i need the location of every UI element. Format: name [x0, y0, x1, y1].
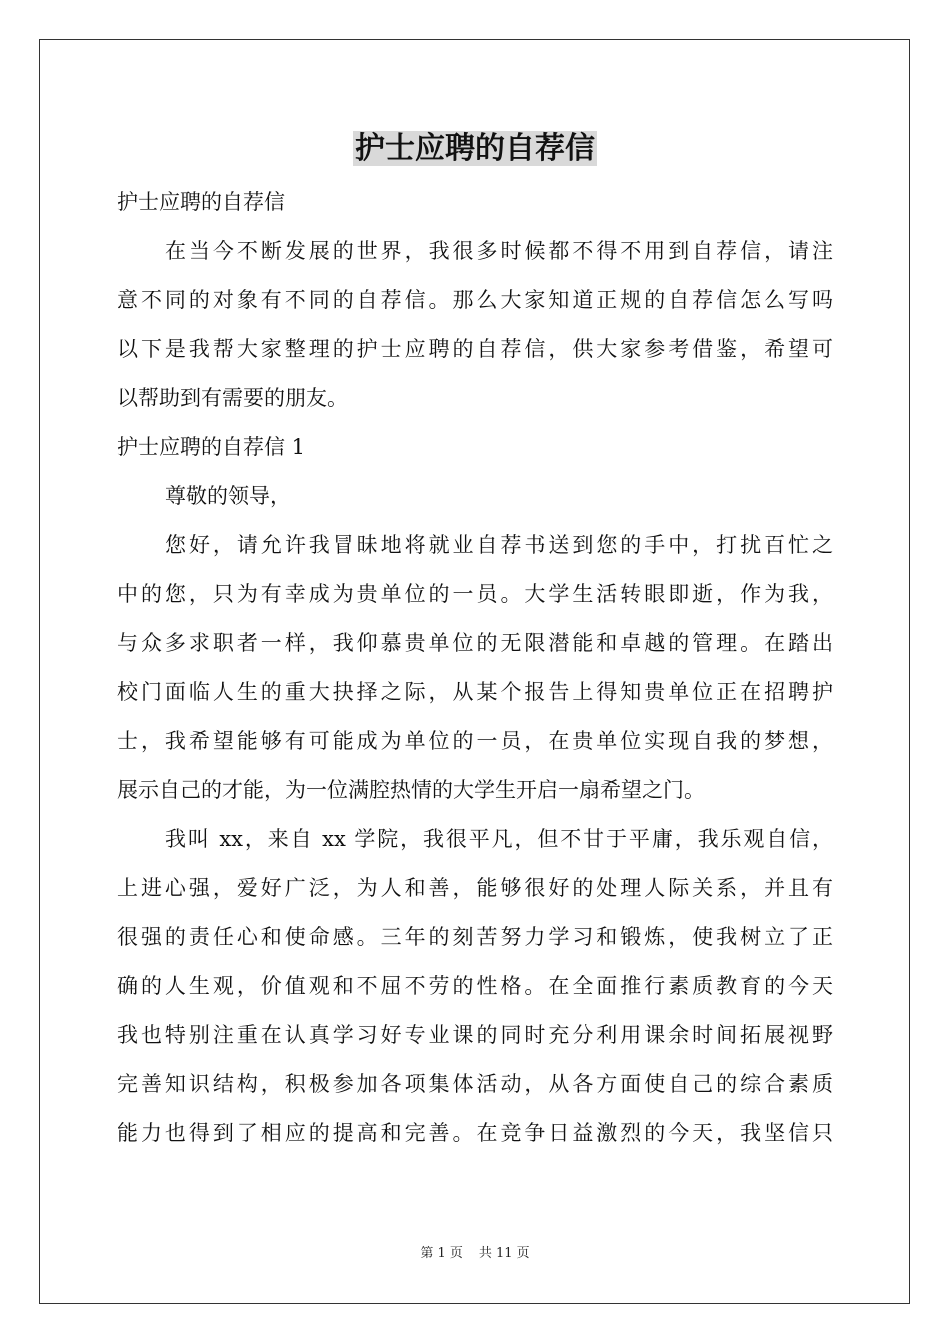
body-line: 完善知识结构，积极参加各项集体活动，从各方面使自己的综合素质 — [117, 1072, 833, 1096]
body-line: 上进心强，爱好广泛，为人和善，能够很好的处理人际关系，并且有 — [117, 876, 833, 900]
body-line: 在当今不断发展的世界，我很多时候都不得不用到自荐信，请注 — [165, 239, 833, 263]
body-line: 中的您，只为有幸成为贵单位的一员。大学生活转眼即逝，作为我， — [117, 582, 833, 606]
body-line: 与众多求职者一样，我仰慕贵单位的无限潜能和卓越的管理。在踏出 — [117, 631, 833, 655]
body-line: 士，我希望能够有可能成为单位的一员，在贵单位实现自我的梦想， — [117, 729, 833, 753]
section-heading: 护士应聘的自荐信 — [117, 190, 285, 214]
document-body — [117, 178, 833, 1158]
body-line: 确的人生观，价值观和不屈不劳的性格。在全面推行素质教育的今天 — [117, 974, 833, 998]
body-line: 很强的责任心和使命感。三年的刻苦努力学习和锻炼，使我树立了正 — [117, 925, 833, 949]
body-line: 我叫 xx，来自 xx 学院，我很平凡，但不甘于平庸，我乐观自信， — [165, 827, 833, 851]
document-title-text: 护士应聘的自荐信 — [355, 131, 595, 166]
document-title — [0, 127, 950, 171]
body-line: 我也特别注重在认真学习好专业课的同时充分利用课余时间拓展视野 — [117, 1023, 833, 1047]
page-number: 第 1 页 — [420, 1246, 463, 1261]
body-line: 您好，请允许我冒昧地将就业自荐书送到您的手中，打扰百忙之 — [165, 533, 833, 557]
body-line: 展示自己的才能，为一位满腔热情的大学生开启一扇希望之门。 — [117, 778, 705, 802]
body-line: 以帮助到有需要的朋友。 — [117, 386, 348, 410]
body-line: 意不同的对象有不同的自荐信。那么大家知道正规的自荐信怎么写吗 — [117, 288, 833, 312]
body-line: 校门面临人生的重大抉择之际，从某个报告上得知贵单位正在招聘护 — [117, 680, 833, 704]
page-total: 共 11 页 — [478, 1246, 530, 1261]
body-line: 能力也得到了相应的提高和完善。在竞争日益激烈的今天，我坚信只 — [117, 1121, 833, 1145]
section-heading: 护士应聘的自荐信 1 — [117, 435, 306, 459]
salutation: 尊敬的领导， — [165, 484, 291, 508]
body-line: 以下是我帮大家整理的护士应聘的自荐信，供大家参考借鉴，希望可 — [117, 337, 833, 361]
page-footer — [0, 1245, 950, 1263]
